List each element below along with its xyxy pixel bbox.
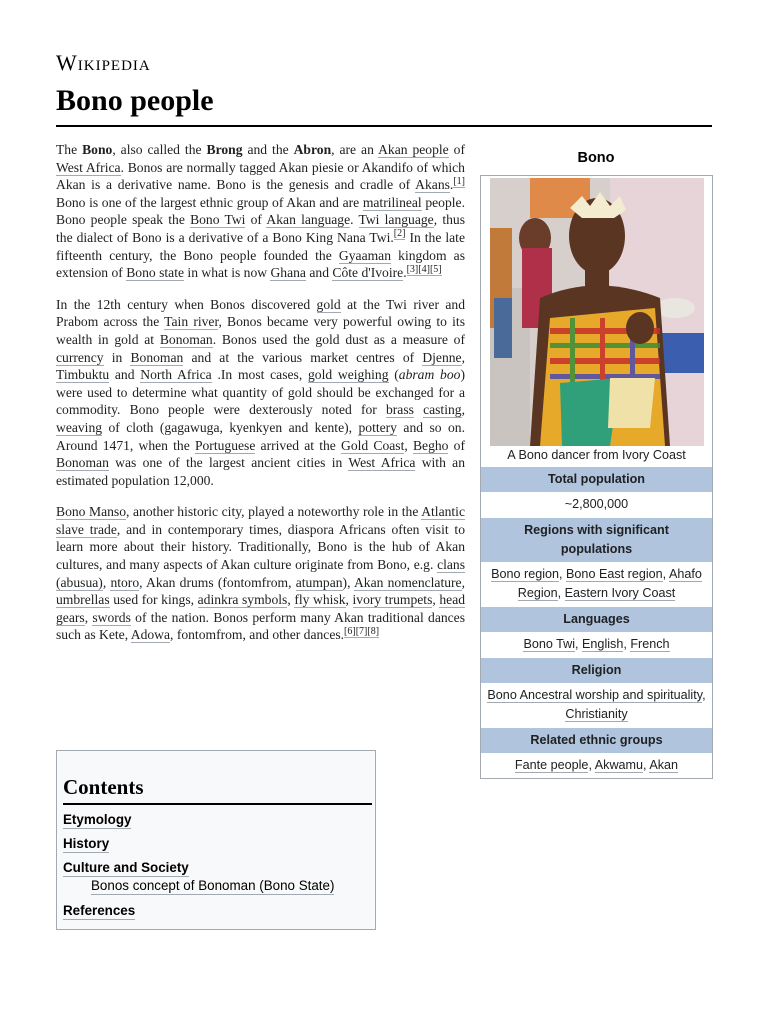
citation-ref <box>418 264 430 276</box>
intro-paragraph: The Bono, also called the Brong and the Abron, are an Akan people of West Africa. Bonos are normally tagged Akan piesie or Akandifo of which Akan is a derivative name. Bono is the genesis and cradle of Akans.[1] Bono is one of the largest ethnic group of Akan and are matrilineal people. Bono people speak the Bono Twi of Akan language. Twi language, thus the dialect of Bono is a derivative of a Bono King Nana Twi.[2] In the late fifteenth century, the Bono people founded the Gyaaman kingdom as extension of Bono state in what is now Ghana and Côte d'Ivoire.[3][4][5] <box>56 142 465 281</box>
citation-link[interactable]: [4] <box>418 263 430 275</box>
wiki-link[interactable]: brass <box>385 402 414 418</box>
citation-link[interactable]: [7] <box>355 625 368 637</box>
bold-term: Bono <box>82 142 113 157</box>
bold-term: Brong <box>206 142 243 157</box>
italic-term: abram boo <box>398 367 461 383</box>
wiki-link[interactable]: Akan language <box>266 212 351 228</box>
wiki-link[interactable]: ivory trumpets <box>352 592 433 608</box>
toc-title: Contents <box>63 775 144 799</box>
wiki-link[interactable]: ntoro <box>110 574 140 590</box>
wiki-link[interactable]: Begho <box>412 437 449 453</box>
bold-term: Abron <box>293 142 332 157</box>
citation-ref <box>367 626 379 638</box>
wiki-link[interactable]: North Africa <box>140 367 212 383</box>
wiki-link[interactable]: Twi language <box>358 212 434 228</box>
religion-header: Religion <box>481 658 712 683</box>
citation-link[interactable]: [6] <box>344 625 356 637</box>
image-caption: A Bono dancer from Ivory Coast <box>507 448 686 462</box>
wiki-link[interactable]: Bono Manso <box>56 504 127 520</box>
wiki-link[interactable]: Ghana <box>270 265 306 281</box>
wiki-link[interactable]: Bono East region <box>566 567 663 581</box>
citation-ref <box>430 264 442 276</box>
wiki-link[interactable]: Akans <box>415 177 450 193</box>
languages-header: Languages <box>481 607 712 632</box>
wiki-link[interactable]: Fante people <box>514 758 589 772</box>
wiki-link[interactable]: Eastern Ivory Coast <box>564 586 676 600</box>
page-title: Bono people <box>56 84 214 117</box>
toc-divider <box>63 803 372 805</box>
wiki-link[interactable]: Adowa <box>130 627 171 643</box>
regions-header: Regions with significant populations <box>481 518 712 562</box>
wiki-link[interactable]: Bonoman <box>130 349 184 365</box>
wiki-link[interactable]: casting <box>423 402 462 418</box>
wikipedia-wordmark[interactable]: Wikipedia <box>56 50 151 75</box>
article-body <box>56 141 465 658</box>
citation-ref <box>344 626 356 638</box>
wiki-link[interactable]: weaving <box>56 419 103 435</box>
wiki-link[interactable]: Atlantic slave trade <box>56 504 465 537</box>
wiki-link[interactable]: head gears <box>56 592 466 625</box>
wiki-link[interactable]: Côte d'Ivoire <box>332 265 404 281</box>
wiki-link[interactable]: Gyaaman <box>338 247 392 263</box>
wiki-link[interactable]: adinkra symbols <box>197 592 288 608</box>
wiki-link[interactable]: currency <box>56 349 104 365</box>
wiki-link[interactable]: Akwamu <box>594 758 644 772</box>
citation-ref <box>356 626 368 638</box>
wiki-link[interactable]: Ahafo Region <box>517 567 702 600</box>
wiki-link[interactable]: gold <box>316 296 341 312</box>
wiki-link[interactable]: Tain river <box>164 314 219 330</box>
citation-link[interactable]: [5] <box>429 263 442 275</box>
wiki-link[interactable]: West Africa <box>56 159 121 175</box>
wiki-link[interactable]: Akan nomenclature <box>353 574 462 590</box>
citation-ref <box>394 228 406 240</box>
toc-item-culture-and-society[interactable]: Culture and Society <box>63 860 189 875</box>
toc-item-references[interactable]: References <box>63 903 136 918</box>
toc-item-etymology[interactable]: Etymology <box>63 812 132 827</box>
citation-link[interactable]: [2] <box>393 228 406 240</box>
wiki-link[interactable]: Bono state <box>126 265 185 281</box>
wiki-link[interactable]: pottery <box>358 419 397 435</box>
wiki-link[interactable]: English <box>582 637 624 651</box>
citation-link[interactable]: [8] <box>367 625 380 637</box>
table-of-contents <box>56 750 376 930</box>
wiki-link[interactable]: Djenne <box>422 349 462 365</box>
related-groups-header: Related ethnic groups <box>481 728 712 753</box>
title-divider <box>56 125 712 127</box>
wiki-link[interactable]: Gold Coast <box>341 437 405 453</box>
wiki-link[interactable]: atumpan <box>295 574 343 590</box>
total-population-header: Total population <box>481 467 712 492</box>
languages-value: Bono Twi, English, French <box>523 637 670 651</box>
wiki-link[interactable]: French <box>630 637 670 651</box>
wiki-link[interactable]: Portuguese <box>194 437 256 453</box>
wiki-link[interactable]: Bonoman <box>56 455 109 471</box>
religion-value: Bono Ancestral worship and spirituality, Christianity <box>487 688 706 721</box>
wiki-link[interactable]: West Africa <box>348 455 416 471</box>
history-paragraph: In the 12th century when Bonos discovered gold at the Twi river and Prabom across the Tain river, Bonos became very powerful owing to its wealth in gold at Bonoman. Bonos used the gold dust as a measure of currency in Bonoman and at the various market centres of Djenne, Timbuktu and North Africa .In most cases, gold weighing (abram boo) were used to determine what quantity of gold should be exchanged for a commodity. Bono people were dexterously noted for brass casting, weaving of cloth (gagawuga, kyenkyen and kente), pottery and so on. Around 1471, when the Portuguese arrived at the Gold Coast, Begho of Bonoman was one of the largest ancient cities in West Africa with an estimated population 12,000. <box>56 296 465 488</box>
wiki-link[interactable]: Bonoman <box>159 331 213 347</box>
total-population-value: ~2,800,000 <box>564 497 629 511</box>
bono-dancer-image[interactable] <box>490 178 704 446</box>
wiki-link[interactable]: Bono Ancestral worship and spirituality <box>487 688 703 702</box>
related-groups-value: Fante people, Akwamu, Akan <box>514 758 679 772</box>
wiki-link[interactable]: Bono region <box>491 567 560 581</box>
culture-paragraph: Bono Manso, another historic city, played a noteworthy role in the Atlantic slave trade, and in contemporary times, diaspora Africans often visit to learn more about their history. Traditionally, Bono is the hub of Akan cultures, and many aspects of Akan culture originate from Bono, e.g. clans (abusua), ntoro, Akan drums (fontomfrom, atumpan), Akan nomenclature, umbrellas used for kings, adinkra symbols, fly whisk, ivory trumpets, head gears, swords of the nation. Bonos perform many Akan traditional dances such as Kete, Adowa, fontomfrom, and other dances.[6][7][8] <box>56 504 466 643</box>
wiki-link[interactable]: Akan <box>649 758 679 772</box>
citation-ref <box>453 176 465 188</box>
wiki-link[interactable]: gold weighing <box>307 367 389 383</box>
toc-item-bonos-concept[interactable]: Bonos concept of Bonoman (Bono State) <box>91 878 335 893</box>
citation-ref <box>407 264 419 276</box>
wiki-link[interactable]: Timbuktu <box>56 367 110 383</box>
wiki-link[interactable]: swords <box>92 609 131 625</box>
wiki-link[interactable]: Christianity <box>565 707 628 721</box>
citation-link[interactable]: [3] <box>406 263 419 275</box>
wiki-link[interactable]: matrilineal <box>362 194 422 210</box>
infobox-title: Bono <box>577 150 615 166</box>
wiki-link[interactable]: Bono Twi <box>190 212 246 228</box>
wiki-link[interactable]: umbrellas <box>56 592 110 608</box>
wiki-link[interactable]: Akan people <box>378 142 449 157</box>
wiki-link[interactable]: fly whisk <box>294 592 346 608</box>
toc-item-history[interactable]: History <box>63 836 110 851</box>
citation-link[interactable]: [1] <box>453 175 465 187</box>
regions-value: Bono region, Bono East region, Ahafo Region, Eastern Ivory Coast <box>491 567 702 600</box>
wiki-link[interactable]: Bono Twi <box>523 637 576 651</box>
wiki-link[interactable]: clans (abusua) <box>56 557 465 590</box>
infobox <box>480 175 713 779</box>
